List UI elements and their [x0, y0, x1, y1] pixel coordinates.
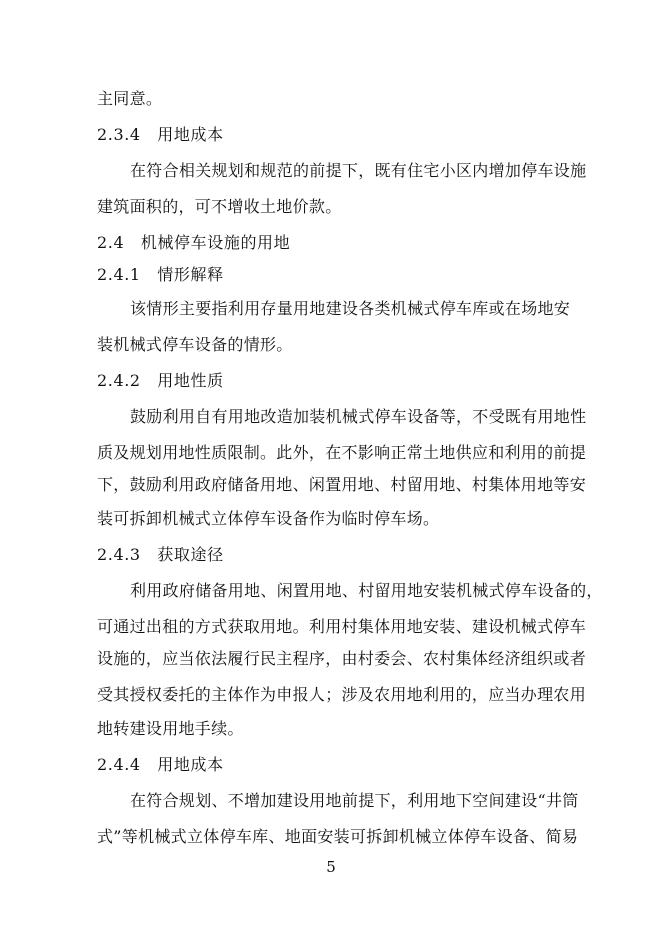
section-heading-2-3-4: 2.3.4 用地成本	[97, 125, 224, 144]
paragraph-line: 装可拆卸机械式立体停车设备作为临时停车场。	[97, 509, 440, 528]
paragraph-line: 质及规划用地性质限制。此外，在不影响正常土地供应和利用的前提	[97, 443, 587, 462]
section-heading-2-4-3: 2.4.3 获取途径	[97, 545, 224, 564]
section-heading-2-4: 2.4 机械停车设施的用地	[97, 233, 291, 252]
paragraph-line: 装机械式停车设备的情形。	[97, 335, 293, 354]
section-heading-2-4-4: 2.4.4 用地成本	[97, 755, 224, 774]
page-number: 5	[326, 858, 336, 876]
paragraph-line: 建筑面积的，可不增收土地价款。	[97, 197, 342, 216]
paragraph-line: 在符合规划、不增加建设用地前提下，利用地下空间建设“井筒	[130, 791, 579, 810]
paragraph-line: 地转建设用地手续。	[97, 719, 244, 738]
section-heading-2-4-1: 2.4.1 情形解释	[97, 265, 224, 284]
paragraph-line: 鼓励利用自有用地改造加装机械式停车设备等，不受既有用地性	[130, 407, 587, 426]
paragraph-line: 式”等机械式立体停车库、地面安装可拆卸机械立体停车设备、简易	[97, 827, 579, 846]
paragraph-line: 受其授权委托的主体作为申报人；涉及农用地利用的，应当办理农用	[97, 685, 587, 704]
paragraph-line: 可通过出租的方式获取用地。利用村集体用地安装、建设机械式停车	[97, 617, 587, 636]
paragraph-line: 利用政府储备用地、闲置用地、村留用地安装机械式停车设备的，	[130, 581, 603, 600]
paragraph-line: 主同意。	[97, 89, 163, 108]
paragraph-line: 下，鼓励利用政府储备用地、闲置用地、村留用地、村集体用地等安	[97, 475, 587, 494]
paragraph-line: 在符合相关规划和规范的前提下，既有住宅小区内增加停车设施	[130, 161, 587, 180]
section-heading-2-4-2: 2.4.2 用地性质	[97, 371, 224, 390]
paragraph-line: 设施的，应当依法履行民主程序，由村委会、农村集体经济组织或者	[97, 649, 587, 668]
paragraph-line: 该情形主要指利用存量用地建设各类机械式停车库或在场地安	[130, 299, 571, 318]
